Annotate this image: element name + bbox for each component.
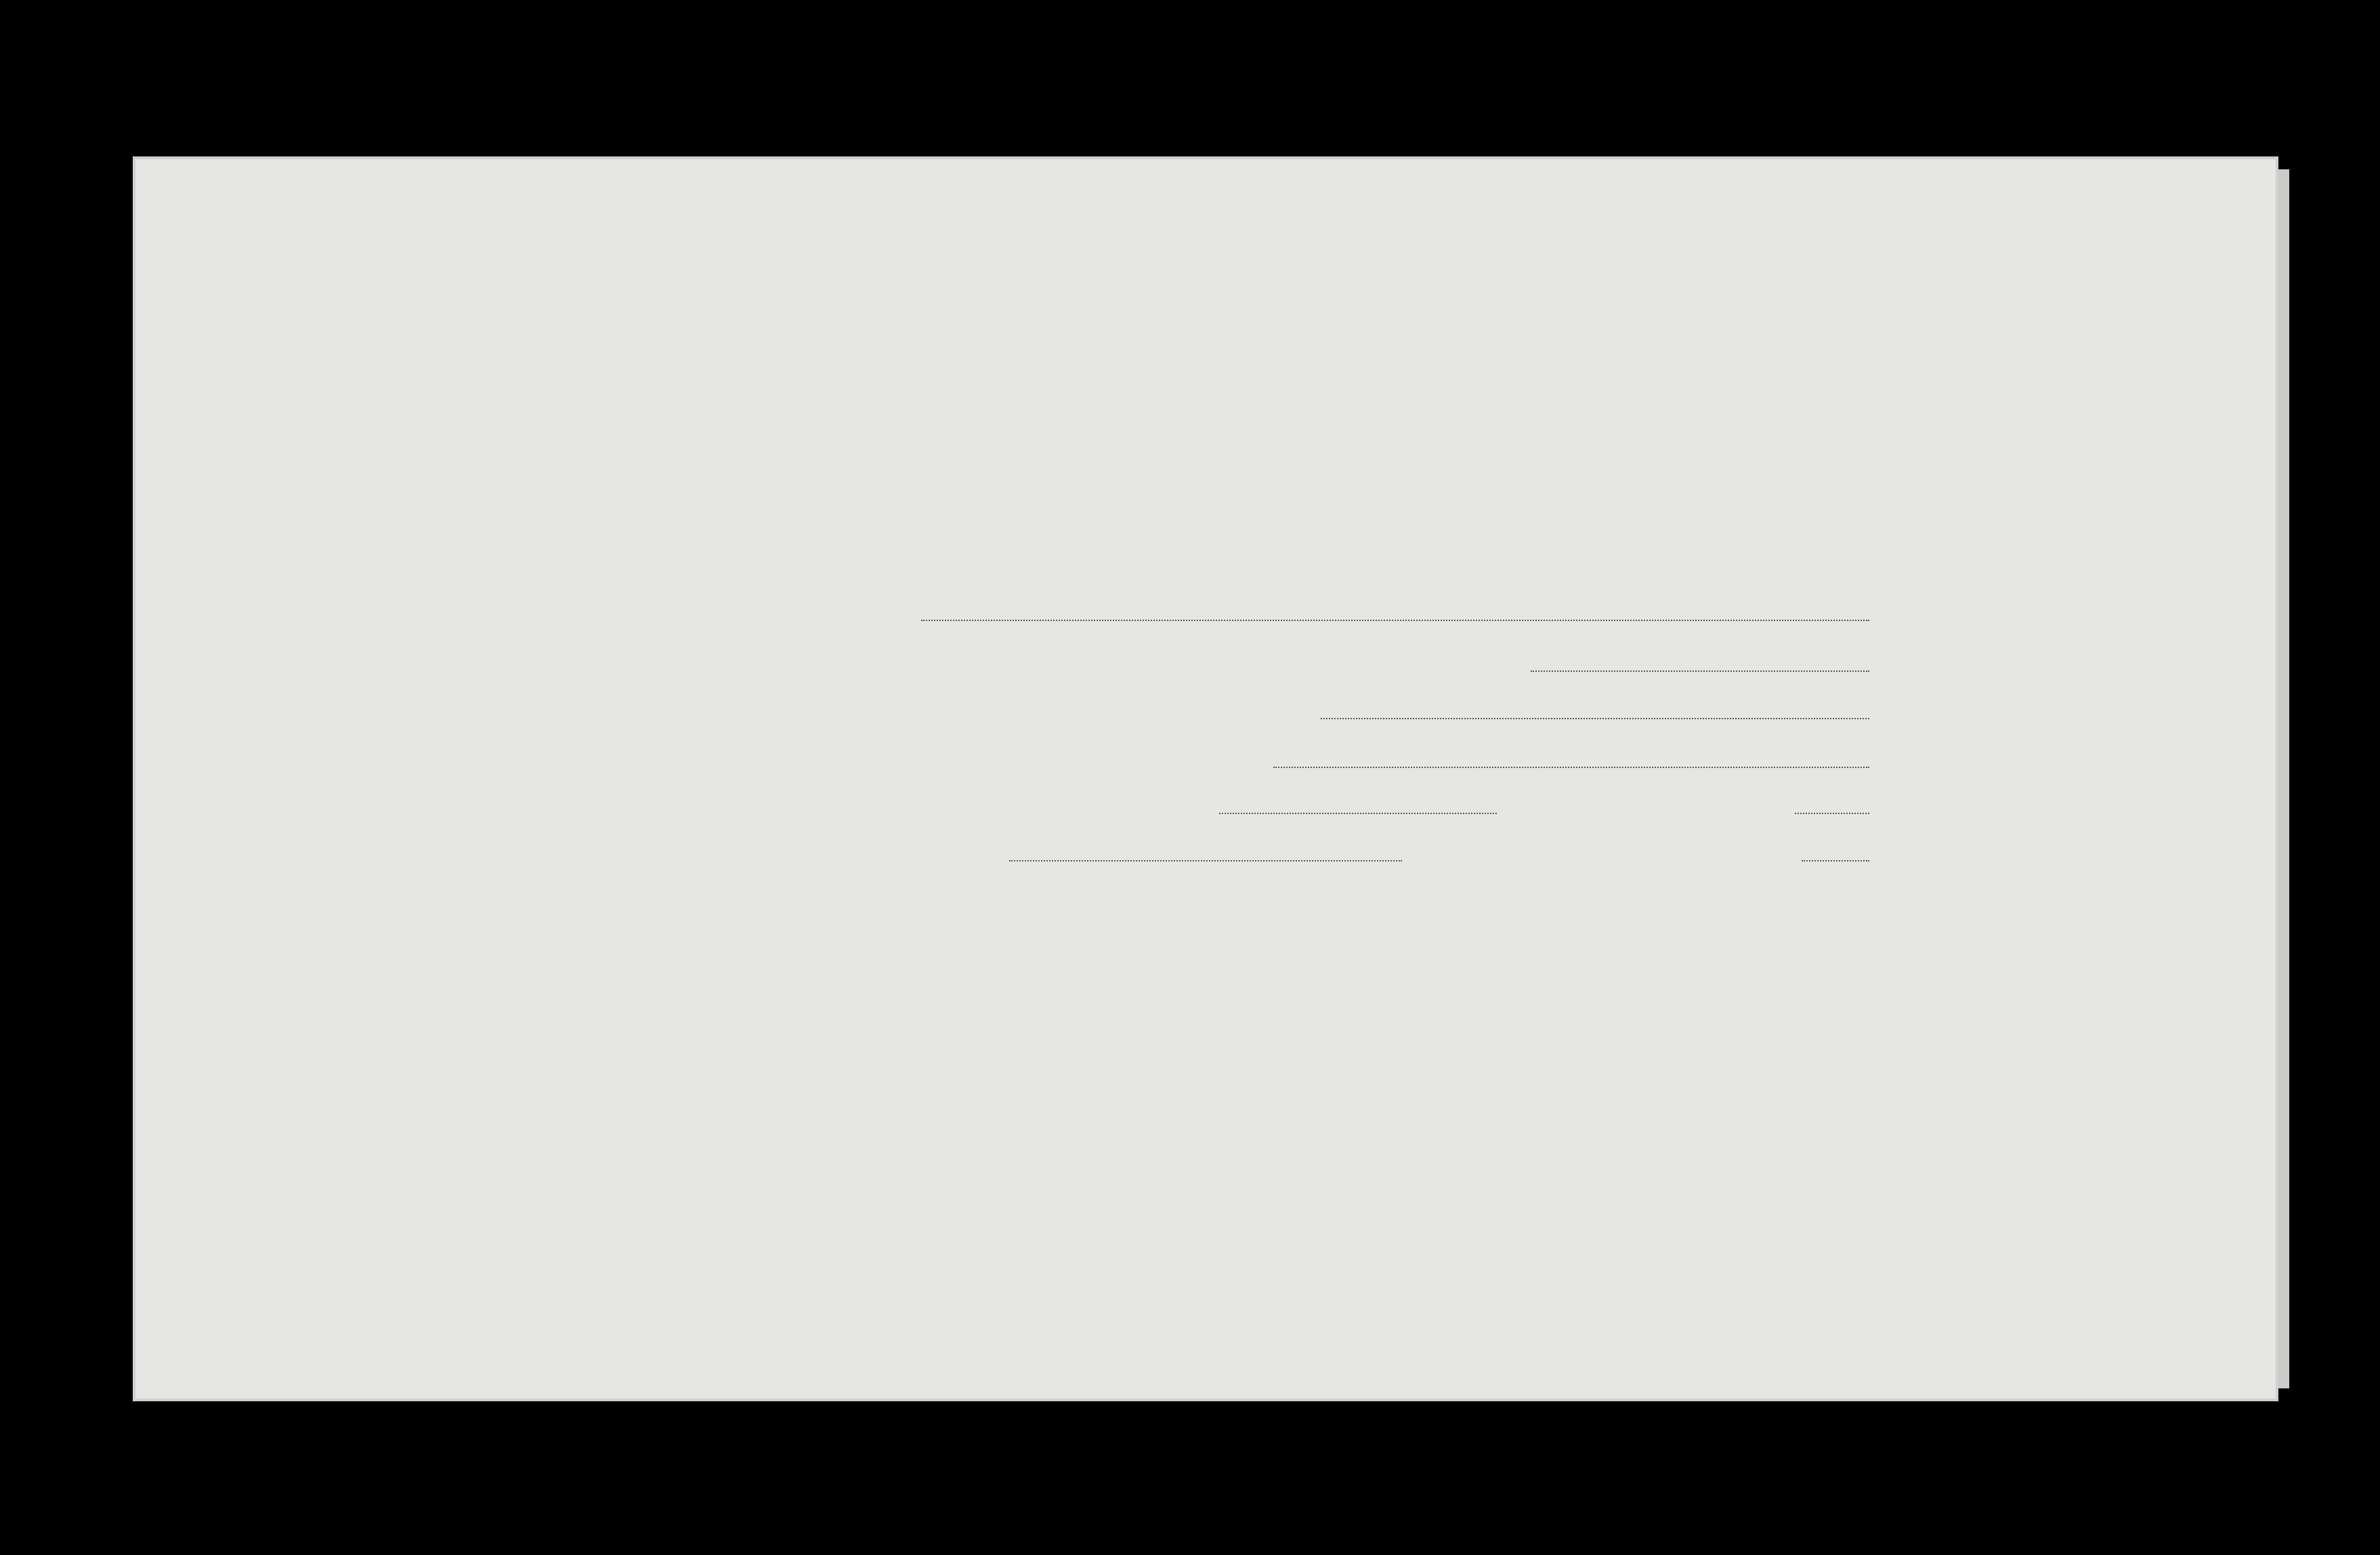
men-working-age-header <box>1995 742 2032 803</box>
answer-line <box>1802 860 1869 861</box>
women-working-age-header <box>1995 633 2032 694</box>
answer-line <box>1795 813 1869 814</box>
census-card <box>135 159 2276 1399</box>
answer-line <box>1321 718 1869 719</box>
answer-line <box>921 620 1869 621</box>
answer-line <box>1273 767 1869 768</box>
total-both-sexes <box>1998 566 2032 633</box>
answer-line <box>1531 670 1869 672</box>
answer-line <box>1009 860 1402 861</box>
answer-line <box>1219 813 1497 814</box>
